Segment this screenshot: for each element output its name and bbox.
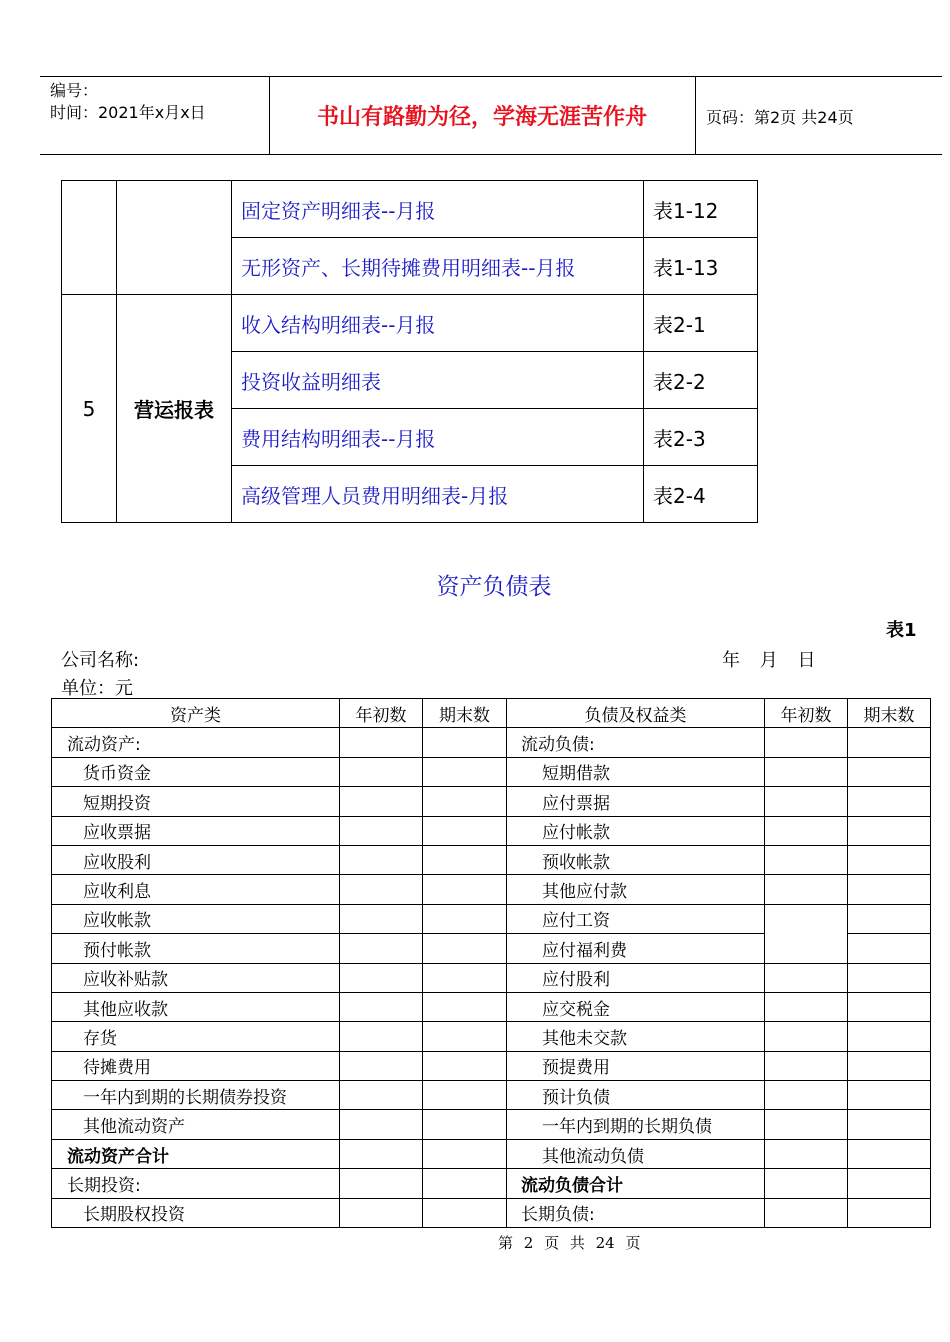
value-cell xyxy=(765,757,848,786)
asset-item: 应收票据 xyxy=(52,816,340,845)
column-header: 期末数 xyxy=(848,699,931,728)
asset-subtotal: 流动资产合计 xyxy=(52,1139,340,1168)
table-row xyxy=(52,875,931,904)
table-row xyxy=(52,992,931,1021)
liability-item: 预收帐款 xyxy=(507,845,765,874)
company-name-label: 公司名称: xyxy=(61,650,140,671)
value-cell xyxy=(848,1022,931,1051)
asset-item: 应收利息 xyxy=(52,875,340,904)
value-cell xyxy=(765,934,848,963)
liability-item: 应付工资 xyxy=(507,904,765,933)
page-footer: 第 2 页 共 24 页 xyxy=(498,1234,641,1252)
value-cell xyxy=(765,728,848,757)
value-cell xyxy=(340,992,423,1021)
liability-item: 应付福利费 xyxy=(507,934,765,963)
value-cell xyxy=(765,1022,848,1051)
liability-subtotal: 流动负债合计 xyxy=(507,1169,765,1198)
liability-item: 预提费用 xyxy=(507,1051,765,1080)
value-cell xyxy=(423,816,507,845)
table-row xyxy=(52,1110,931,1139)
number-label: 编号： xyxy=(50,81,99,100)
liability-item: 应付票据 xyxy=(507,787,765,816)
asset-item: 应收帐款 xyxy=(52,904,340,933)
table-row xyxy=(62,295,758,352)
date-label: 年 月 日 xyxy=(722,650,816,671)
value-cell xyxy=(765,787,848,816)
value-cell xyxy=(848,1081,931,1110)
table-row xyxy=(62,181,758,238)
table-row xyxy=(52,787,931,816)
value-cell xyxy=(765,992,848,1021)
value-cell xyxy=(340,1022,423,1051)
report-code: 表2-1 xyxy=(644,295,758,352)
row-category xyxy=(117,181,232,295)
value-cell xyxy=(765,963,848,992)
value-cell xyxy=(423,934,507,963)
value-cell xyxy=(340,1081,423,1110)
value-cell xyxy=(423,1051,507,1080)
page-info: 页码：第2页 共24页 xyxy=(706,108,854,127)
value-cell xyxy=(423,904,507,933)
slogan: 书山有路勤为径，学海无涯苦作舟 xyxy=(316,104,647,130)
value-cell xyxy=(423,1022,507,1051)
asset-item: 短期投资 xyxy=(52,787,340,816)
report-code: 表1-13 xyxy=(644,238,758,295)
table-row xyxy=(52,904,931,933)
value-cell xyxy=(340,1169,423,1198)
table-row xyxy=(52,963,931,992)
value-cell xyxy=(340,934,423,963)
header-meta xyxy=(50,80,206,124)
value-cell xyxy=(765,904,848,933)
value-cell xyxy=(340,963,423,992)
liability-item: 其他应付款 xyxy=(507,875,765,904)
table-row xyxy=(52,934,931,963)
value-cell xyxy=(848,1139,931,1168)
value-cell xyxy=(423,728,507,757)
value-cell xyxy=(765,845,848,874)
asset-item: 其他流动资产 xyxy=(52,1110,340,1139)
table-row xyxy=(52,1198,931,1227)
liability-item: 短期借款 xyxy=(507,757,765,786)
value-cell xyxy=(765,1139,848,1168)
report-code: 表2-3 xyxy=(644,409,758,466)
column-header: 资产类 xyxy=(52,699,340,728)
value-cell xyxy=(423,845,507,874)
asset-item: 长期股权投资 xyxy=(52,1198,340,1227)
asset-item: 长期投资: xyxy=(52,1169,340,1198)
value-cell xyxy=(765,1051,848,1080)
liability-item: 应交税金 xyxy=(507,992,765,1021)
value-cell xyxy=(848,816,931,845)
table-row xyxy=(52,728,931,757)
report-name: 固定资产明细表--月报 xyxy=(232,181,644,238)
table-row xyxy=(52,1169,931,1198)
asset-item: 预付帐款 xyxy=(52,934,340,963)
value-cell xyxy=(848,1051,931,1080)
report-name: 投资收益明细表 xyxy=(232,352,644,409)
value-cell xyxy=(848,963,931,992)
column-header: 年初数 xyxy=(340,699,423,728)
value-cell xyxy=(340,1139,423,1168)
liability-item: 应付股利 xyxy=(507,963,765,992)
value-cell xyxy=(423,787,507,816)
row-number xyxy=(62,181,117,295)
value-cell xyxy=(423,875,507,904)
header-bottom-rule xyxy=(40,154,942,155)
value-cell xyxy=(848,904,931,933)
report-code: 表1-12 xyxy=(644,181,758,238)
value-cell xyxy=(423,1198,507,1227)
value-cell xyxy=(765,875,848,904)
table-row xyxy=(52,816,931,845)
value-cell xyxy=(340,1051,423,1080)
liability-item: 预计负债 xyxy=(507,1081,765,1110)
balance-sheet-table xyxy=(51,698,931,1228)
header-divider xyxy=(695,76,696,155)
value-cell xyxy=(423,1110,507,1139)
value-cell xyxy=(340,728,423,757)
report-index-table xyxy=(61,180,758,523)
table-number: 表1 xyxy=(886,620,917,641)
value-cell xyxy=(765,1169,848,1198)
column-header: 期末数 xyxy=(423,699,507,728)
row-number: 5 xyxy=(62,295,117,523)
value-cell xyxy=(848,934,931,963)
asset-item: 存货 xyxy=(52,1022,340,1051)
value-cell xyxy=(848,1169,931,1198)
value-cell xyxy=(765,1110,848,1139)
value-cell xyxy=(423,757,507,786)
report-name: 收入结构明细表--月报 xyxy=(232,295,644,352)
value-cell xyxy=(765,1198,848,1227)
value-cell xyxy=(848,875,931,904)
value-cell xyxy=(423,992,507,1021)
value-cell xyxy=(765,1081,848,1110)
report-name: 无形资产、长期待摊费用明细表--月报 xyxy=(232,238,644,295)
time-label: 时间：2021年x月x日 xyxy=(50,103,206,122)
value-cell xyxy=(340,816,423,845)
asset-item: 应收股利 xyxy=(52,845,340,874)
value-cell xyxy=(340,1110,423,1139)
value-cell xyxy=(423,963,507,992)
unit-label: 单位：元 xyxy=(61,678,133,699)
header-top-rule xyxy=(40,76,942,77)
asset-item: 流动资产: xyxy=(52,728,340,757)
value-cell xyxy=(848,845,931,874)
report-name: 高级管理人员费用明细表-月报 xyxy=(232,466,644,523)
value-cell xyxy=(340,875,423,904)
table-row xyxy=(52,1022,931,1051)
value-cell xyxy=(423,1169,507,1198)
page-header xyxy=(40,76,942,156)
value-cell xyxy=(423,1081,507,1110)
report-name: 费用结构明细表--月报 xyxy=(232,409,644,466)
table-row xyxy=(52,1081,931,1110)
asset-item: 一年内到期的长期债券投资 xyxy=(52,1081,340,1110)
liability-item: 长期负债: xyxy=(507,1198,765,1227)
value-cell xyxy=(848,1110,931,1139)
value-cell xyxy=(423,1139,507,1168)
table-row xyxy=(52,845,931,874)
value-cell xyxy=(340,787,423,816)
asset-item: 货币资金 xyxy=(52,757,340,786)
value-cell xyxy=(340,757,423,786)
report-code: 表2-4 xyxy=(644,466,758,523)
value-cell xyxy=(848,992,931,1021)
row-category: 营运报表 xyxy=(117,295,232,523)
value-cell xyxy=(848,757,931,786)
value-cell xyxy=(848,1198,931,1227)
table-header-row xyxy=(52,699,931,728)
liability-item: 应付帐款 xyxy=(507,816,765,845)
value-cell xyxy=(340,1198,423,1227)
value-cell xyxy=(340,845,423,874)
value-cell xyxy=(765,816,848,845)
asset-item: 应收补贴款 xyxy=(52,963,340,992)
asset-item: 待摊费用 xyxy=(52,1051,340,1080)
value-cell xyxy=(848,728,931,757)
report-code: 表2-2 xyxy=(644,352,758,409)
column-header: 年初数 xyxy=(765,699,848,728)
value-cell xyxy=(340,904,423,933)
table-row xyxy=(52,1139,931,1168)
liability-item: 其他未交款 xyxy=(507,1022,765,1051)
table-row xyxy=(52,1051,931,1080)
liability-item: 其他流动负债 xyxy=(507,1139,765,1168)
liability-item: 流动负债: xyxy=(507,728,765,757)
value-cell xyxy=(848,787,931,816)
asset-item: 其他应收款 xyxy=(52,992,340,1021)
table-row xyxy=(52,757,931,786)
balance-sheet-title: 资产负债表 xyxy=(436,574,552,600)
column-header: 负债及权益类 xyxy=(507,699,765,728)
liability-item: 一年内到期的长期负债 xyxy=(507,1110,765,1139)
